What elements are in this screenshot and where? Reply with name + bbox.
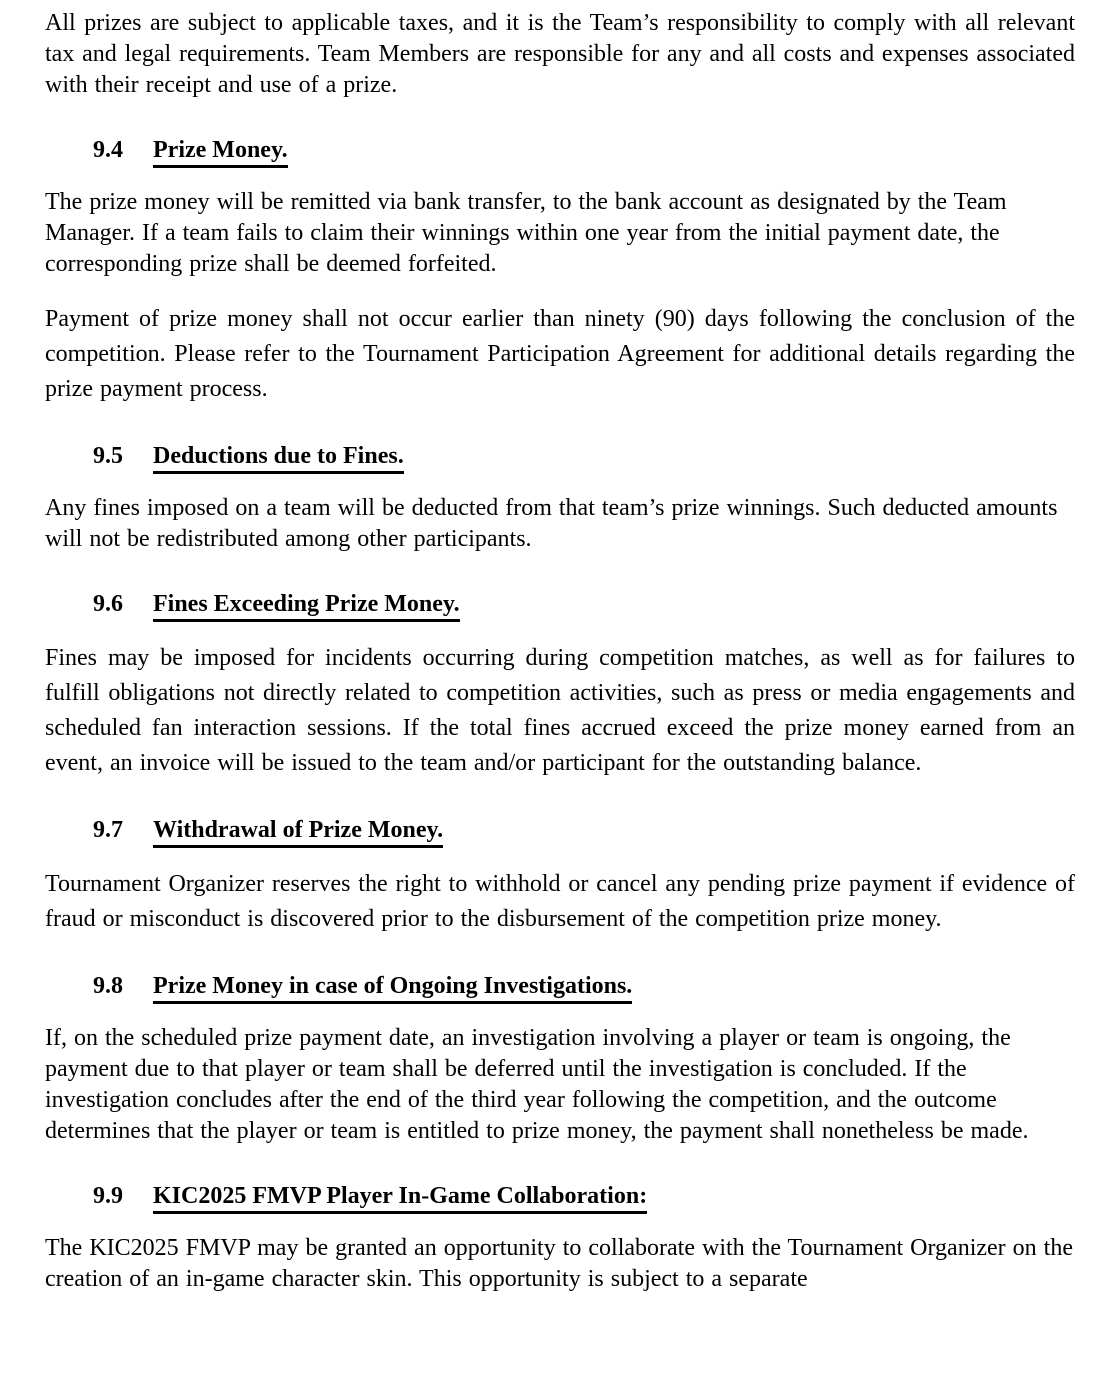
section-heading-9-7 [45,817,1075,843]
section-number: 9.7 [93,817,123,843]
paragraph-ongoing-investigations: If, on the scheduled prize payment date, an investigation involving a player or team is ongoing, the payment due to that player or team shall be deferred until the investigation is concluded. If the investigation concludes after the end of the third year following the competition, and the outcome determines that the player or team is entitled to prize money, the payment shall nonetheless be made. [45,1025,1029,1144]
section-heading-9-8 [45,973,1075,999]
section-title: Withdrawal of Prize Money. [153,817,443,848]
section-title: Prize Money in case of Ongoing Investigations. [153,973,632,1004]
section-number: 9.4 [93,137,123,163]
section-number: 9.5 [93,443,123,469]
section-heading-9-9 [45,1183,1075,1209]
paragraph-fmvp-collaboration: The KIC2025 FMVP may be granted an opportunity to collaborate with the Tournament Organizer on the creation of an in-game character skin. This opportunity is subject to a separate [45,1235,1073,1292]
section-title: KIC2025 FMVP Player In-Game Collaboration: [153,1183,647,1214]
paragraph-withdrawal: Tournament Organizer reserves the right to withhold or cancel any pending prize payment if evidence of fraud or misconduct is discovered prior to the disbursement of the competition prize money. [45,871,1075,932]
paragraph-fines-exceeding: Fines may be imposed for incidents occurring during competition matches, as well as for failures to fulfill obligations not directly related to competition activities, such as press or media engagements and scheduled fan interaction sessions. If the total fines accrued exceed the prize money earned from an event, an invoice will be issued to the team and/or participant for the outstanding balance. [45,645,1075,776]
section-title: Fines Exceeding Prize Money. [153,591,460,622]
section-heading-9-4 [45,137,1075,163]
paragraph-prize-money-transfer: The prize money will be remitted via bank transfer, to the bank account as designated by the Team Manager. If a team fails to claim their winnings within one year from the initial payment date, the corresponding prize shall be deemed forfeited. [45,189,1007,277]
section-title: Deductions due to Fines. [153,443,404,474]
section-heading-9-5 [45,443,1075,469]
section-title: Prize Money. [153,137,288,168]
section-number: 9.9 [93,1183,123,1209]
section-number: 9.8 [93,973,123,999]
paragraph-fines-deducted: Any fines imposed on a team will be deducted from that team’s prize winnings. Such deducted amounts will not be redistributed among other participants. [45,495,1058,552]
section-heading-9-6 [45,591,1075,617]
paragraph-taxes: All prizes are subject to applicable taxes, and it is the Team’s responsibility to comply with all relevant tax and legal requirements. Team Members are responsible for any and all costs and expenses associated with their receipt and use of a prize. [45,10,1075,98]
section-number: 9.6 [93,591,123,617]
paragraph-payment-timing: Payment of prize money shall not occur earlier than ninety (90) days following the conclusion of the competition. Please refer to the Tournament Participation Agreement for additional details regarding the prize payment process. [45,306,1075,402]
